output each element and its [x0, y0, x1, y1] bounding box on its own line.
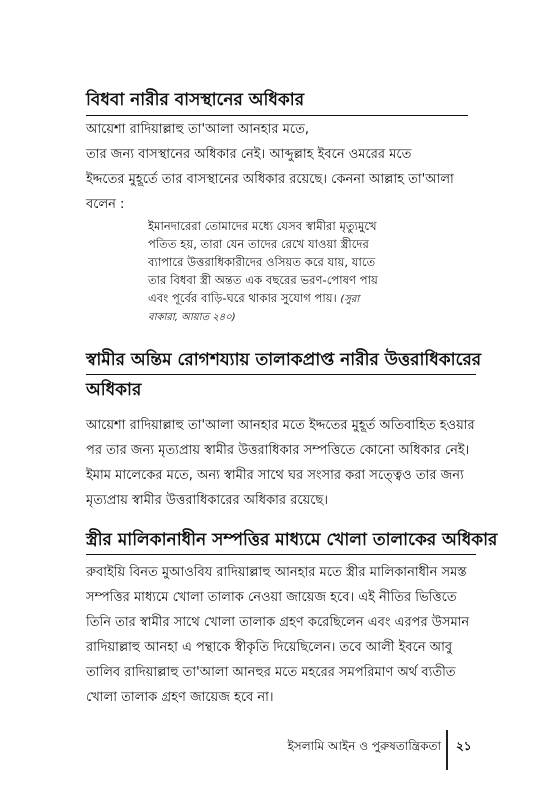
section2-line: পর তার জন্য মৃত্যপ্রায় স্বামীর উত্তরাধিকার সম্পত্তিতে কোনো অধিকার নেই।: [86, 443, 470, 458]
quote-citation: (সুরা: [340, 294, 360, 305]
section2-heading-line1: স্বামীর অন্তিম রোগশয্যায় তালাকপ্রাপ্ত নারীর উত্তরাধিকারের: [86, 350, 482, 370]
section2-heading-line2: অধিকার: [86, 380, 142, 400]
section3-heading: স্ত্রীর মালিকানাধীন সম্পত্তির মাধ্যমে খোলা তালাকের অধিকার: [86, 530, 498, 550]
quran-quote: [148, 217, 478, 327]
section3-heading-underline: [86, 554, 476, 555]
section3-line: রাদিয়াল্লাহু আনহা এ পন্থাকে স্বীকৃতি দিয়েছিলেন। তবে আলী ইবনে আবু: [86, 640, 453, 655]
section1-line: ইদ্দতের মুহূর্তে তার বাসস্থানের অধিকার রয়েছে। কেননা আল্লাহ তা'আলা: [86, 172, 454, 187]
quote-line: [148, 289, 478, 309]
quote-line: তার বিধবা স্ত্রী অন্তত এক বছরের ভরণ-পোষণ পায়: [148, 273, 378, 287]
section1-heading: বিধবা নারীর বাসস্থানের অধিকার: [86, 90, 305, 110]
section2-paragraph: [86, 413, 476, 513]
quote-text: এবং পূর্বের বাড়ি-ঘরে থাকার সুযোগ পায়।: [148, 291, 337, 305]
section2-line: মৃত্যপ্রায় স্বামীর উত্তরাধিকারের অধিকার রয়েছে।: [86, 493, 328, 508]
page-number: ২১: [456, 739, 472, 753]
quote-line: ইমানদারেরা তোমাদের মধ্যে যেসব স্বামীরা মৃত্যুমুখে: [148, 219, 377, 233]
quote-citation-continued: বাকারা, আয়াত ২৪০): [148, 312, 236, 323]
section3-line: তিনি তার স্বামীর সাথে খোলা তালাক গ্রহণ করেছিলেন এবং এরপর উসমান: [86, 615, 470, 630]
section1-paragraph: [86, 117, 476, 217]
section2-line: আয়েশা রাদিয়াল্লাহু তা'আলা আনহার মতে ইদ্দতের মুহূর্ত অতিবাহিত হওয়ার: [86, 418, 475, 433]
section1-line: বলেন :: [86, 197, 125, 212]
section3-line: সম্পত্তির মাধ্যমে খোলা তালাক নেওয়া জায়েজ হবে। এই নীতির ভিত্তিতে: [86, 590, 457, 605]
quote-line: পতিত হয়, তারা যেন তাদের রেখে যাওয়া স্ত্রীদের: [148, 237, 369, 251]
footer-book-title: ইসলামি আইন ও পুরুষতান্ত্রিকতা: [287, 739, 441, 753]
section2-line: ইমাম মালেকের মতে, অন্য স্বামীর সাথে ঘর সংসার করা সত্ত্বেও তার জন্য: [86, 468, 464, 483]
quote-line: ব্যাপারে উত্তরাধিকারীদের ওসিয়ত করে যায়, যাতে: [148, 255, 376, 269]
footer-divider: [446, 730, 448, 770]
section2-heading-underline: [86, 374, 476, 375]
section1-line: আয়েশা রাদিয়াল্লাহু তা'আলা আনহার মতে,: [86, 122, 309, 137]
section1-line: তার জন্য বাসস্থানের অধিকার নেই। আব্দুল্লাহ ইবনে ওমরের মতে: [86, 147, 412, 162]
section1-heading-underline: [86, 115, 468, 116]
section3-line: খোলা তালাক গ্রহণ জায়েজ হবে না।: [86, 690, 274, 705]
section3-line: রুবাইয়ি বিনত মুআওবিয রাদিয়াল্লাহু আনহার মতে স্ত্রীর মালিকানাধীন সমস্ত: [86, 565, 467, 580]
section3-paragraph: [86, 560, 476, 710]
section3-line: তালিব রাদিয়াল্লাহু তা'আলা আনহুর মতে মহরের সমপরিমাণ অর্থ ব্যতীত: [86, 665, 456, 680]
